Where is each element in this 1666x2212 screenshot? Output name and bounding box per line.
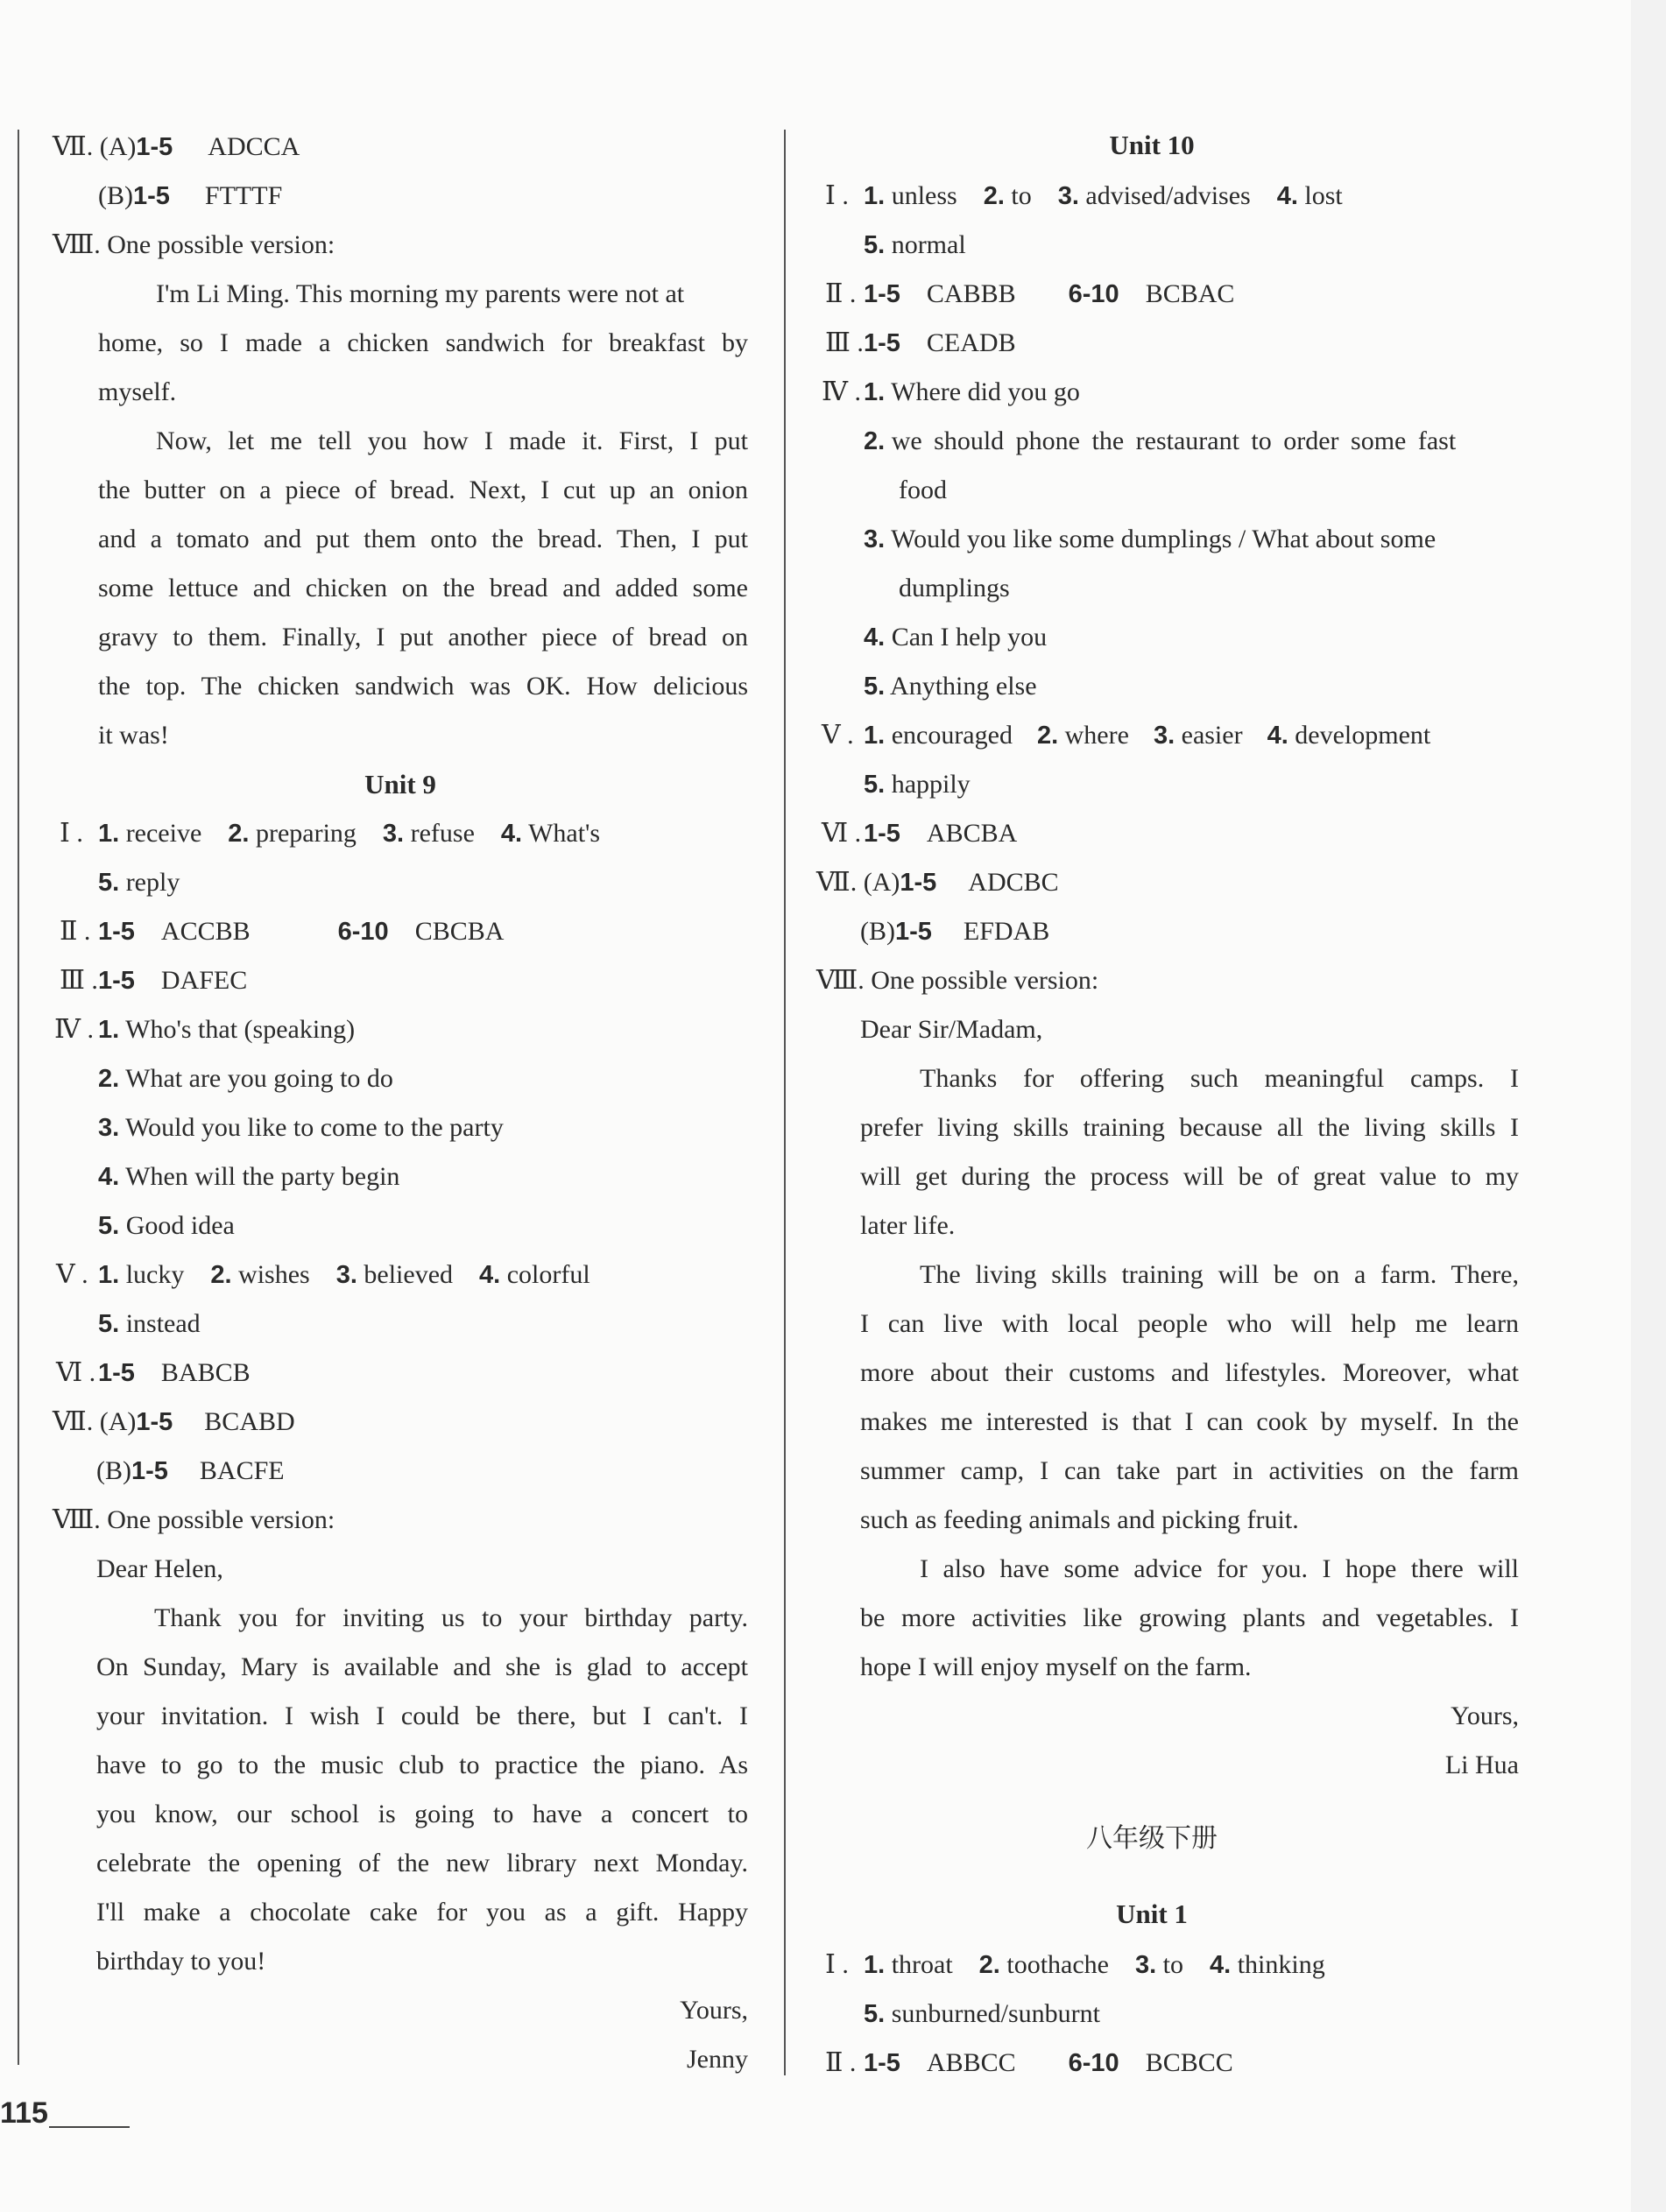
letter-closing: Yours,	[1451, 1701, 1519, 1730]
left-viii-head: Ⅷ. One possible version:	[53, 230, 335, 259]
item-number: 1.	[864, 1951, 886, 1979]
item-number: 2.	[228, 820, 250, 848]
range-label: 1-5	[895, 918, 932, 946]
answer: thinking	[1237, 1950, 1325, 1979]
item-number: 4.	[479, 1261, 501, 1289]
roman-label: Ⅲ .	[60, 966, 98, 995]
item-number: 3.	[335, 1261, 357, 1289]
answer: where	[1064, 721, 1129, 750]
unit9-iv-row	[54, 1012, 355, 1047]
answer: sunburned/sunburnt	[891, 1999, 1101, 2028]
unit-title: Unit 9	[364, 769, 436, 800]
essay-line: gravy to them. Finally, I put another piece of bread on	[98, 623, 748, 652]
unit9-vii-a	[53, 1405, 295, 1440]
answer: lost	[1304, 181, 1343, 210]
roman-label: Ⅱ .	[60, 917, 91, 946]
page-number: 115	[0, 2096, 48, 2130]
letter-line: I can live with local people who will help me learn	[860, 1309, 1519, 1338]
answer: Can I help you	[891, 623, 1048, 652]
unit9-ii-row	[60, 914, 504, 949]
answer-key: BCABD	[204, 1407, 295, 1436]
item-number: 3.	[98, 1114, 120, 1142]
unit9-iv-row	[98, 1208, 235, 1243]
answer: to	[1011, 181, 1032, 210]
essay-line: it was!	[98, 721, 169, 750]
roman-label: Ⅵ .	[56, 1358, 96, 1387]
item-number: 3.	[1134, 1951, 1157, 1979]
unit1-ii-row	[825, 2046, 1233, 2081]
letter-line: will get during the process will be of great value to my	[860, 1162, 1519, 1191]
answer-key: ABCBA	[926, 819, 1018, 848]
answer-key: EFDAB	[963, 917, 1050, 946]
section-label: Ⅶ. (A)	[53, 1407, 137, 1436]
letter-line: Thank you for inviting us to your birthday party.	[154, 1603, 748, 1632]
unit1-i-row2	[864, 1997, 1100, 2032]
unit9-v-row2	[98, 1307, 201, 1342]
essay-line: the top. The chicken sandwich was OK. How delicious	[98, 672, 748, 701]
page-number-rule	[49, 2126, 130, 2128]
letter-closing: Yours,	[680, 1996, 748, 2025]
letter-line: celebrate the opening of the new library next Monday.	[96, 1849, 748, 1877]
item-number: 5.	[864, 231, 886, 259]
unit10-vii-b	[860, 914, 1049, 949]
range-label: 1-5	[98, 967, 135, 995]
item-number: 5.	[98, 869, 120, 897]
range-label: 1-5	[864, 820, 900, 848]
answer: Would you like to come to the party	[125, 1113, 504, 1142]
answer: What's	[528, 819, 601, 848]
unit9-i-row2	[98, 865, 180, 900]
unit10-ii-row	[825, 277, 1234, 312]
item-number: 3.	[1153, 722, 1175, 750]
answer: Would you like some dumplings / What about some	[891, 525, 1437, 553]
answer: receive	[125, 819, 202, 848]
roman-label: Ⅴ .	[56, 1260, 88, 1289]
essay-line: the butter on a piece of bread. Next, I cut up an onion	[98, 476, 748, 504]
unit10-iv-row	[864, 522, 1436, 557]
roman-label: Ⅳ .	[822, 377, 861, 406]
answer-key: ADCCA	[208, 132, 300, 161]
range-label: 1-5	[900, 869, 937, 897]
item-number: 4.	[1210, 1951, 1232, 1979]
letter-line: have to go to the music club to practice the piano. As	[96, 1751, 748, 1779]
answer: preparing	[255, 819, 356, 848]
letter-signature: Jenny	[687, 2045, 748, 2074]
essay-line: home, so I made a chicken sandwich for breakfast by	[98, 328, 748, 357]
answer-key: DAFEC	[160, 966, 248, 995]
left-vii-b	[98, 179, 282, 214]
letter-line: you know, our school is going to have a concert to	[96, 1800, 748, 1828]
unit10-i-row2	[864, 228, 966, 263]
range-label: 1-5	[131, 1457, 168, 1485]
unit10-iv-row	[822, 375, 1080, 410]
roman-label: Ⅰ .	[825, 1950, 849, 1979]
unit9-v-row	[56, 1257, 590, 1293]
letter-line: hope I will enjoy myself on the farm.	[860, 1652, 1252, 1681]
range-label: 1-5	[136, 1408, 173, 1436]
answer: refuse	[410, 819, 475, 848]
unit10-vii-a	[816, 865, 1059, 900]
item-number: 3.	[382, 820, 405, 848]
letter-line: I'll make a chocolate cake for you as a gift. Happy	[96, 1898, 748, 1927]
item-number: 1.	[98, 1016, 120, 1044]
answer: Anything else	[890, 672, 1037, 701]
unit10-iv-cont: food	[899, 476, 947, 504]
answer: lucky	[125, 1260, 185, 1289]
range-label: 1-5	[98, 918, 135, 946]
item-number: 1.	[864, 722, 886, 750]
answer-key: ABBCC	[926, 2048, 1016, 2077]
letter-line: birthday to you!	[96, 1947, 266, 1976]
unit9-iv-row	[98, 1110, 504, 1145]
answer-key: CEADB	[926, 328, 1016, 357]
answer: development	[1295, 721, 1431, 750]
letter-line: makes me interested is that I can cook by myself. In the	[860, 1407, 1519, 1436]
item-number: 3.	[864, 525, 886, 553]
answer: Where did you go	[891, 377, 1080, 406]
roman-label: Ⅵ .	[822, 819, 862, 848]
roman-label: Ⅱ .	[825, 279, 857, 308]
answer-key: ADCBC	[968, 868, 1059, 897]
range-label: 1-5	[864, 280, 900, 308]
answer: instead	[125, 1309, 201, 1338]
book-section-title: 八年级下册	[1086, 1823, 1218, 1854]
unit1-i-row	[825, 1948, 1325, 1983]
item-number: 5.	[864, 771, 886, 799]
answer: easier	[1181, 721, 1243, 750]
letter-line: I also have some advice for you. I hope there will	[920, 1554, 1519, 1583]
unit10-iv-row	[864, 620, 1047, 655]
unit10-viii-head: Ⅷ. One possible version:	[816, 966, 1099, 995]
column-divider	[784, 130, 786, 2075]
page-edge	[1631, 0, 1666, 2212]
answer: When will the party begin	[125, 1162, 400, 1191]
answer-key: BACFE	[199, 1456, 285, 1485]
item-number: 4.	[1267, 722, 1288, 750]
range-label: 1-5	[864, 329, 900, 357]
range-label: 1-5	[133, 182, 170, 210]
answer-key: ACCBB	[160, 917, 251, 946]
item-number: 2.	[98, 1065, 120, 1093]
unit10-iv-cont: dumplings	[899, 574, 1010, 602]
answer: encouraged	[891, 721, 1013, 750]
letter-greeting: Dear Helen,	[96, 1554, 223, 1583]
answer-key: CABBB	[926, 279, 1016, 308]
answer-key: BABCB	[160, 1358, 251, 1387]
answer-key: FTTTF	[204, 181, 283, 210]
left-vii-a	[53, 130, 300, 165]
range-label: 6-10	[1068, 280, 1119, 308]
unit-title: Unit 1	[1116, 1899, 1188, 1929]
item-number: 2.	[978, 1951, 1000, 1979]
letter-line: later life.	[860, 1211, 956, 1240]
answer: we should phone the restaurant to order some fast	[891, 426, 1457, 455]
section-label: Ⅶ. (A)	[53, 132, 137, 161]
roman-label: Ⅰ .	[825, 181, 849, 210]
unit9-vi-row	[56, 1356, 251, 1391]
answer: reply	[125, 868, 180, 897]
answer: unless	[891, 181, 957, 210]
item-number: 1.	[864, 182, 886, 210]
unit10-iv-row	[864, 424, 1519, 459]
unit9-iv-row	[98, 1159, 399, 1194]
item-number: 2.	[864, 427, 886, 455]
unit9-viii-head: Ⅷ. One possible version:	[53, 1505, 335, 1534]
letter-line: be more activities like growing plants and vegetables. I	[860, 1603, 1519, 1632]
item-number: 4.	[98, 1163, 120, 1191]
unit10-v-row	[822, 718, 1430, 753]
letter-line: such as feeding animals and picking fruit.	[860, 1505, 1299, 1534]
answer: wishes	[238, 1260, 310, 1289]
roman-label: Ⅳ .	[54, 1015, 94, 1044]
letter-line: your invitation. I wish I could be there, but I can't. I	[96, 1701, 748, 1730]
roman-label: Ⅴ .	[822, 721, 854, 750]
answer: to	[1162, 1950, 1184, 1979]
unit10-v-row2	[864, 767, 971, 802]
range-label: 1-5	[864, 2049, 900, 2077]
letter-line: The living skills training will be on a farm. There,	[920, 1260, 1519, 1289]
range-label: 1-5	[98, 1359, 135, 1387]
section-label: (B)	[98, 181, 133, 210]
range-label: 1-5	[136, 133, 173, 161]
item-number: 5.	[864, 673, 886, 701]
unit10-iv-row	[864, 669, 1037, 704]
letter-line: prefer living skills training because all the living skills I	[860, 1113, 1519, 1142]
item-number: 5.	[864, 2000, 886, 2028]
answer: advised/advises	[1085, 181, 1251, 210]
essay-line: some lettuce and chicken on the bread and added some	[98, 574, 748, 602]
answer: normal	[891, 230, 966, 259]
answer: toothache	[1006, 1950, 1109, 1979]
item-number: 5.	[98, 1310, 120, 1338]
answer: Good idea	[125, 1211, 235, 1240]
unit9-iv-row	[98, 1061, 393, 1096]
letter-signature: Li Hua	[1444, 1751, 1519, 1779]
answer-key: BCBCC	[1145, 2048, 1233, 2077]
unit9-vii-b	[96, 1454, 285, 1489]
section-label: Ⅶ. (A)	[816, 868, 900, 897]
answer: throat	[891, 1950, 953, 1979]
essay-line: Now, let me tell you how I made it. First, I put	[156, 426, 748, 455]
answer: believed	[364, 1260, 454, 1289]
unit9-i-row	[60, 816, 600, 851]
item-number: 1.	[98, 1261, 120, 1289]
answer: happily	[891, 770, 971, 799]
unit9-iii-row	[60, 963, 247, 998]
unit10-iii-row	[825, 326, 1016, 361]
item-number: 5.	[98, 1212, 120, 1240]
item-number: 2.	[1036, 722, 1059, 750]
section-label: (B)	[96, 1456, 131, 1485]
unit10-i-row	[825, 179, 1343, 214]
range-label: 6-10	[1068, 2049, 1119, 2077]
section-label: (B)	[860, 917, 895, 946]
answer-key: CBCBA	[414, 917, 505, 946]
letter-line: summer camp, I can take part in activities on the farm	[860, 1456, 1519, 1485]
roman-label: Ⅱ .	[825, 2048, 857, 2077]
item-number: 4.	[1276, 182, 1298, 210]
item-number: 1.	[864, 378, 886, 406]
essay-line: and a tomato and put them onto the bread. Then, I put	[98, 525, 748, 553]
letter-greeting: Dear Sir/Madam,	[860, 1015, 1043, 1044]
range-label: 6-10	[337, 918, 389, 946]
answer: Who's that (speaking)	[125, 1015, 356, 1044]
letter-line: On Sunday, Mary is available and she is glad to accept	[96, 1652, 748, 1681]
left-margin-rule	[18, 130, 19, 2065]
roman-label: Ⅰ .	[60, 819, 83, 848]
roman-label: Ⅲ .	[825, 328, 864, 357]
item-number: 1.	[98, 820, 120, 848]
item-number: 2.	[983, 182, 1005, 210]
answer: What are you going to do	[125, 1064, 393, 1093]
letter-line: more about their customs and lifestyles. Moreover, what	[860, 1358, 1519, 1387]
unit10-vi-row	[822, 816, 1017, 851]
essay-line: myself.	[98, 377, 177, 406]
item-number: 2.	[210, 1261, 232, 1289]
answer: colorful	[506, 1260, 590, 1289]
item-number: 4.	[500, 820, 523, 848]
item-number: 4.	[864, 623, 886, 652]
unit-title: Unit 10	[1109, 130, 1195, 160]
letter-line: Thanks for offering such meaningful camps. I	[920, 1064, 1519, 1093]
item-number: 3.	[1057, 182, 1079, 210]
essay-line: I'm Li Ming. This morning my parents were not at	[156, 279, 685, 308]
answer-key: BCBAC	[1145, 279, 1235, 308]
